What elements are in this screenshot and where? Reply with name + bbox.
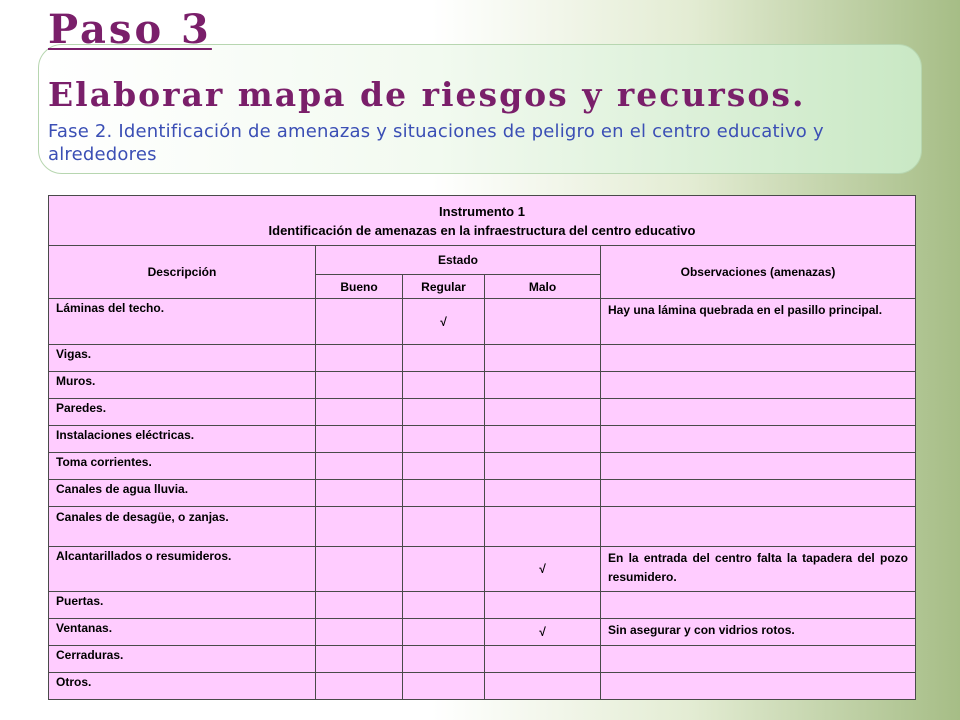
header-estado: Estado — [316, 246, 601, 275]
row-malo-cell: √ — [485, 619, 601, 646]
page-subtitle: Elaborar mapa de riesgos y recursos. — [48, 75, 806, 114]
table-row — [49, 592, 916, 619]
row-description: Ventanas. — [49, 619, 316, 646]
header-regular: Regular — [403, 275, 485, 299]
row-bueno-cell — [316, 372, 403, 399]
row-description: Muros. — [49, 372, 316, 399]
row-malo-cell — [485, 345, 601, 372]
row-observation — [601, 673, 916, 700]
header-descripcion: Descripción — [49, 246, 316, 299]
row-description: Paredes. — [49, 399, 316, 426]
header-malo: Malo — [485, 275, 601, 299]
row-malo-cell: √ — [485, 547, 601, 592]
table-row — [49, 619, 916, 646]
row-bueno-cell — [316, 480, 403, 507]
row-malo-cell — [485, 426, 601, 453]
row-bueno-cell — [316, 426, 403, 453]
table-row — [49, 345, 916, 372]
caption-line-1: Instrumento 1 — [439, 203, 525, 219]
row-regular-cell — [403, 426, 485, 453]
row-observation — [601, 426, 916, 453]
caption-line-2: Identificación de amenazas en la infraestructura del centro educativo — [268, 222, 696, 238]
row-observation — [601, 453, 916, 480]
table-row — [49, 646, 916, 673]
table-row — [49, 480, 916, 507]
table-row — [49, 547, 916, 592]
row-malo-cell — [485, 399, 601, 426]
row-malo-cell — [485, 646, 601, 673]
header-bueno: Bueno — [316, 275, 403, 299]
row-observation: Hay una lámina quebrada en el pasillo principal. — [601, 299, 916, 345]
row-description: Vigas. — [49, 345, 316, 372]
row-malo-cell — [485, 299, 601, 345]
header-observaciones: Observaciones (amenazas) — [601, 246, 916, 299]
row-observation — [601, 372, 916, 399]
page-title: Paso 3 — [48, 6, 212, 53]
row-malo-cell — [485, 480, 601, 507]
row-observation — [601, 646, 916, 673]
row-observation: Sin asegurar y con vidrios rotos. — [601, 619, 916, 646]
row-bueno-cell — [316, 453, 403, 480]
row-bueno-cell — [316, 673, 403, 700]
row-bueno-cell — [316, 619, 403, 646]
row-malo-cell — [485, 592, 601, 619]
row-bueno-cell — [316, 646, 403, 673]
instrument-table — [48, 195, 916, 700]
row-malo-cell — [485, 453, 601, 480]
table-row — [49, 673, 916, 700]
row-regular-cell — [403, 345, 485, 372]
table-row — [49, 399, 916, 426]
row-regular-cell — [403, 547, 485, 592]
row-observation — [601, 345, 916, 372]
row-description: Otros. — [49, 673, 316, 700]
row-description: Canales de desagüe, o zanjas. — [49, 507, 316, 547]
row-description: Instalaciones eléctricas. — [49, 426, 316, 453]
row-description: Alcantarillados o resumideros. — [49, 547, 316, 592]
row-bueno-cell — [316, 507, 403, 547]
phase-description: Fase 2. Identificación de amenazas y situaciones de peligro en el centro educativo y alrededores — [48, 121, 824, 165]
table-row — [49, 507, 916, 547]
row-observation — [601, 480, 916, 507]
row-malo-cell — [485, 372, 601, 399]
table-row — [49, 426, 916, 453]
row-malo-cell — [485, 507, 601, 547]
row-observation — [601, 507, 916, 547]
row-regular-cell — [403, 480, 485, 507]
row-description: Toma corrientes. — [49, 453, 316, 480]
row-regular-cell — [403, 399, 485, 426]
row-regular-cell — [403, 372, 485, 399]
row-regular-cell: √ — [403, 299, 485, 345]
row-description: Puertas. — [49, 592, 316, 619]
row-description: Láminas del techo. — [49, 299, 316, 345]
row-description: Cerraduras. — [49, 646, 316, 673]
row-regular-cell — [403, 673, 485, 700]
row-regular-cell — [403, 646, 485, 673]
row-regular-cell — [403, 453, 485, 480]
caption-row — [49, 196, 916, 246]
row-regular-cell — [403, 507, 485, 547]
row-bueno-cell — [316, 399, 403, 426]
row-observation — [601, 399, 916, 426]
row-observation — [601, 592, 916, 619]
row-description: Canales de agua lluvia. — [49, 480, 316, 507]
table-row — [49, 372, 916, 399]
row-regular-cell — [403, 592, 485, 619]
table-caption — [49, 196, 916, 246]
header-row-1 — [49, 246, 916, 275]
table-row — [49, 299, 916, 345]
table-row — [49, 453, 916, 480]
row-observation: En la entrada del centro falta la tapadera del pozo resumidero. — [601, 547, 916, 592]
row-bueno-cell — [316, 299, 403, 345]
row-bueno-cell — [316, 592, 403, 619]
row-bueno-cell — [316, 547, 403, 592]
row-malo-cell — [485, 673, 601, 700]
row-bueno-cell — [316, 345, 403, 372]
row-regular-cell — [403, 619, 485, 646]
